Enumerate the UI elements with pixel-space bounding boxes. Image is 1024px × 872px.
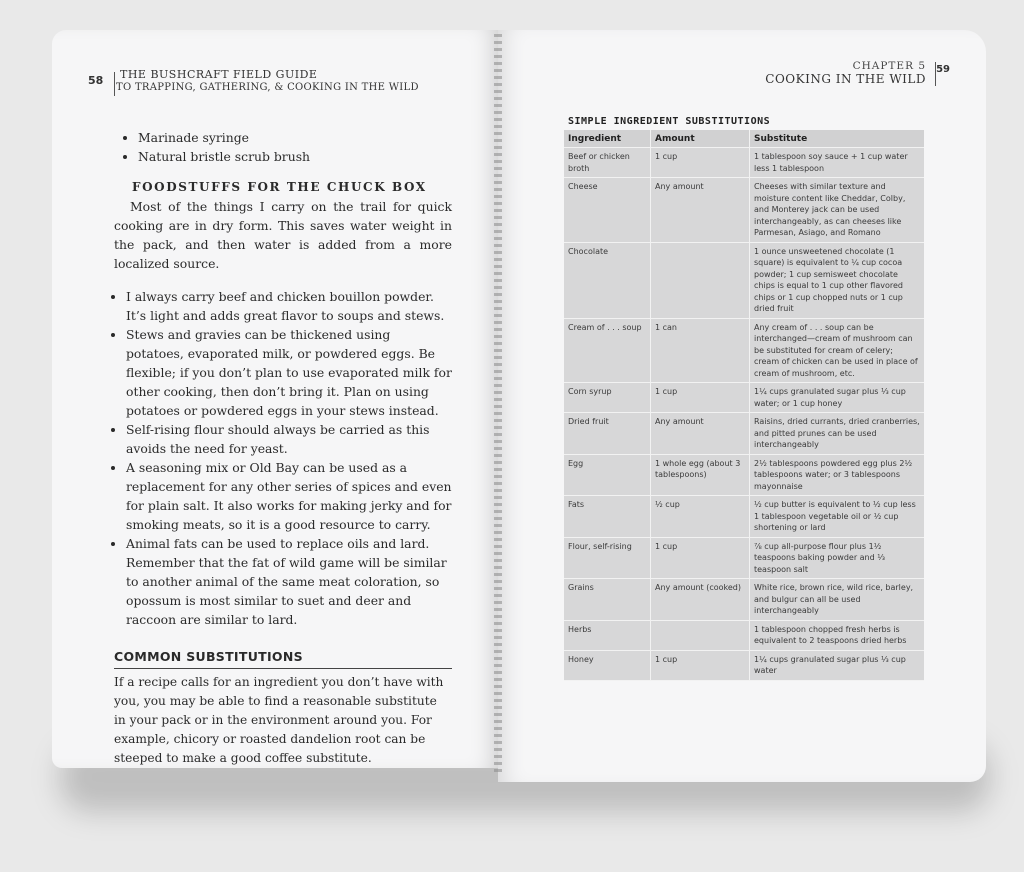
substitute-cell: Raisins, dried currants, dried cranberries, and pitted prunes can be used interchangeably xyxy=(750,413,925,455)
substitute-cell: 2½ tablespoons powdered egg plus 2½ tablespoons water; or 3 tablespoons mayonnaise xyxy=(750,454,925,496)
column-header-ingredient: Ingredient xyxy=(564,130,651,148)
table-row xyxy=(564,620,924,650)
amount-cell: 1 cup xyxy=(651,650,750,680)
substitute-cell: 1 ounce unsweetened chocolate (1 square) is equivalent to ¼ cup cocoa powder; 1 cup semisweet chocolate chips is equal to 1 cup other flavored chips or 1 cup chopped nuts or 1 cup dried fruit xyxy=(750,242,925,318)
section-heading: FOODSTUFFS FOR THE CHUCK BOX xyxy=(132,180,427,194)
table-row xyxy=(564,579,924,621)
table-row xyxy=(564,650,924,680)
ingredient-cell: Dried fruit xyxy=(564,413,651,455)
ingredient-cell: Beef or chicken broth xyxy=(564,148,651,178)
substitute-cell: 1¼ cups granulated sugar plus ⅓ cup water xyxy=(750,650,925,680)
substitute-cell: 1 tablespoon soy sauce + 1 cup water less 1 tablespoon xyxy=(750,148,925,178)
common-substitutions-heading: COMMON SUBSTITUTIONS xyxy=(114,649,303,664)
amount-cell: 1 cup xyxy=(651,148,750,178)
substitute-cell: 1 tablespoon chopped fresh herbs is equivalent to 2 teaspoons dried herbs xyxy=(750,620,925,650)
right-page xyxy=(498,30,986,782)
table-row xyxy=(564,318,924,383)
ingredient-cell: Fats xyxy=(564,496,651,538)
chapter-title: COOKING IN THE WILD xyxy=(765,72,926,86)
table-row xyxy=(564,242,924,318)
tips-bullet-list xyxy=(114,287,452,629)
common-substitutions-paragraph: If a recipe calls for an ingredient you don’t have with you, you may be able to find a reasonable substitute in your pack or in the environment around you. For example, chicory or roasted dandelion root can be steeped to make a good coffee substitute. xyxy=(114,675,444,765)
list-item: • I always carry beef and chicken bouillon powder. It’s light and adds great flavor to soups and stews. xyxy=(126,287,452,325)
substitute-cell: Any cream of . . . soup can be interchanged—cream of mushroom can be substituted for cream of celery; cream of chicken can be used in place of cream of mushroom, etc. xyxy=(750,318,925,383)
amount-cell xyxy=(651,620,750,650)
amount-cell: Any amount xyxy=(651,413,750,455)
ingredient-cell: Cream of . . . soup xyxy=(564,318,651,383)
ingredient-cell: Corn syrup xyxy=(564,383,651,413)
amount-cell: Any amount (cooked) xyxy=(651,579,750,621)
left-page xyxy=(52,30,498,768)
ingredient-cell: Grains xyxy=(564,579,651,621)
list-item: • Self-rising flour should always be carried as this avoids the need for yeast. xyxy=(126,420,452,458)
table-title: SIMPLE INGREDIENT SUBSTITUTIONS xyxy=(568,116,771,127)
list-item: • Natural bristle scrub brush xyxy=(138,147,452,166)
ingredient-cell: Herbs xyxy=(564,620,651,650)
substitutions-table xyxy=(564,130,924,681)
left-header-rule xyxy=(114,72,115,96)
ingredient-cell: Egg xyxy=(564,454,651,496)
amount-cell xyxy=(651,242,750,318)
table-row xyxy=(564,178,924,243)
list-item: • Marinade syringe xyxy=(138,128,452,147)
amount-cell: Any amount xyxy=(651,178,750,243)
left-header-title: THE BUSHCRAFT FIELD GUIDE xyxy=(120,68,318,81)
ingredient-cell: Cheese xyxy=(564,178,651,243)
amount-cell: 1 whole egg (about 3 tablespoons) xyxy=(651,454,750,496)
table-row xyxy=(564,383,924,413)
book-spine-stitching xyxy=(494,34,502,774)
amount-cell: 1 cup xyxy=(651,537,750,579)
table-row xyxy=(564,454,924,496)
column-header-substitute: Substitute xyxy=(750,130,925,148)
column-header-amount: Amount xyxy=(651,130,750,148)
list-item: • Animal fats can be used to replace oils and lard. Remember that the fat of wild game will be similar to another animal of the same meat coloration, so opossum is most similar to suet and deer and raccoon are similar to lard. xyxy=(126,534,452,629)
table-header-row xyxy=(564,130,924,148)
chapter-label: CHAPTER 5 xyxy=(852,60,926,72)
amount-cell: ½ cup xyxy=(651,496,750,538)
table-row xyxy=(564,537,924,579)
table-row xyxy=(564,413,924,455)
ingredient-cell: Chocolate xyxy=(564,242,651,318)
ingredient-cell: Honey xyxy=(564,650,651,680)
table-row xyxy=(564,148,924,178)
list-item: • A seasoning mix or Old Bay can be used as a replacement for any other series of spices and even for plain salt. It also works for making jerky and for smoking meats, so it is a good resource to carry. xyxy=(126,458,452,534)
substitute-cell: ⅞ cup all-purpose flour plus 1½ teaspoons baking powder and ⅓ teaspoon salt xyxy=(750,537,925,579)
right-header xyxy=(765,60,926,86)
left-page-number: 58 xyxy=(88,74,104,87)
left-header-subtitle: TO TRAPPING, GATHERING, & COOKING IN THE WILD xyxy=(116,82,419,93)
ingredient-cell: Flour, self-rising xyxy=(564,537,651,579)
substitute-cell: 1¼ cups granulated sugar plus ⅓ cup water; or 1 cup honey xyxy=(750,383,925,413)
amount-cell: 1 can xyxy=(651,318,750,383)
top-bullet-list xyxy=(126,128,452,166)
substitute-cell: White rice, brown rice, wild rice, barley, and bulgur can all be used interchangeably xyxy=(750,579,925,621)
substitute-cell: Cheeses with similar texture and moisture content like Cheddar, Colby, and Monterey jack can be used interchangeably, as can cheeses like Parmesan, Asiago, and Romano xyxy=(750,178,925,243)
heading-rule xyxy=(114,668,452,669)
table-row xyxy=(564,496,924,538)
intro-paragraph: Most of the things I carry on the trail for quick cooking are in dry form. This saves water weight in the pack, and then water is added from a more localized source. xyxy=(114,199,452,271)
amount-cell: 1 cup xyxy=(651,383,750,413)
left-body xyxy=(114,128,452,768)
list-item: • Stews and gravies can be thickened using potatoes, evaporated milk, or powdered eggs. Be flexible; if you don’t plan to use evaporated milk for other cooking, then don’t bring it. Plan on using potatoes or powdered eggs in your stews instead. xyxy=(126,325,452,420)
substitute-cell: ½ cup butter is equivalent to ½ cup less 1 tablespoon vegetable oil or ½ cup shortening or lard xyxy=(750,496,925,538)
right-page-number: 59 xyxy=(936,64,950,75)
